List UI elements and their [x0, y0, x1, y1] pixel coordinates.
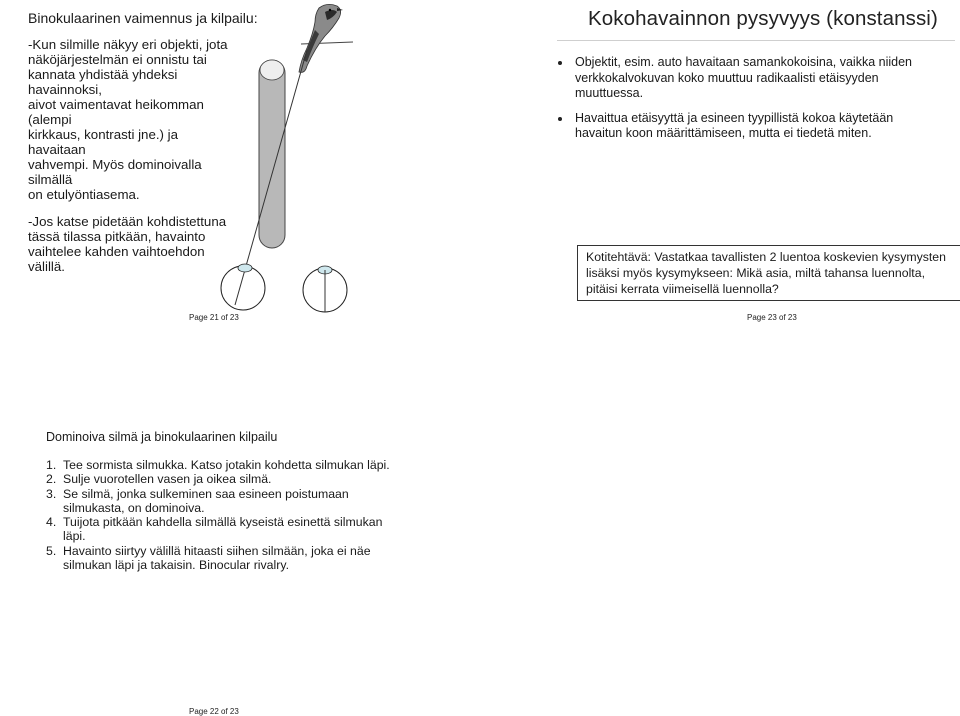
- title-divider: [557, 40, 955, 41]
- slide23-title: Kokohavainnon pysyvyys (konstanssi): [588, 7, 938, 30]
- slide21-body: [28, 37, 238, 286]
- slide21-title: Binokulaarinen vaimennus ja kilpailu:: [28, 10, 258, 26]
- list-item: 4. Tuijota pitkään kahdella silmällä kyseistä esinettä silmukan läpi.: [46, 515, 383, 544]
- bullet-icon: [558, 117, 562, 121]
- list-item: 2. Sulje vuorotellen vasen ja oikea silmä.: [46, 472, 272, 487]
- bullet-icon: [558, 61, 562, 65]
- bullet-item: Havaittua etäisyyttä ja esineen tyypillistä kokoa käytetään havaitun koon määrittämiseen, mutta ei tiedetä miten.: [555, 111, 940, 142]
- slide22-steps: [46, 458, 396, 572]
- slide23-bullets: [555, 55, 940, 151]
- homework-box: Kotitehtävä: Vastatkaa tavallisten 2 luentoa koskevien kysymysten lisäksi myös kysymykseen: Mikä asia, miltä tahansa luennolta, pitäisi kerrata viimeisellä luennolla?: [577, 245, 960, 301]
- bullet-item: Objektit, esim. auto havaitaan samankokoisina, vaikka niiden verkkokalvokuvan koko muuttuu radikaalisti etäisyyden muuttuessa.: [555, 55, 940, 102]
- slide21-para1: -Kun silmille näkyy eri objekti, jota näköjärjestelmän ei onnistu tai kannata yhdistää yhdeksi havainnoksi, aivot vaimentavat heikomman (alempi kirkkaus, kontrasti jne.) ja havaitaan vahvempi. Myös dominoivalla silmällä on etulyöntiasema.: [28, 37, 228, 202]
- page-label-21: Page 21 of 23: [189, 313, 239, 322]
- slide21-para2: -Jos katse pidetään kohdistettuna tässä tilassa pitkään, havainto vaihtelee kahden vaihtoehdon välillä.: [28, 214, 227, 274]
- eye-icon: [221, 264, 265, 310]
- bird-illustration: [299, 4, 353, 72]
- tube-illustration: [259, 60, 285, 248]
- slide22-title: Dominoiva silmä ja binokulaarinen kilpailu: [46, 430, 278, 444]
- list-item: 3. Se silmä, jonka sulkeminen saa esineen poistumaan silmukasta, on dominoiva.: [46, 486, 349, 515]
- page-label-23: Page 23 of 23: [747, 313, 797, 322]
- list-item: 5. Havainto siirtyy välillä hitaasti siihen silmään, joka ei näe silmukan läpi ja takaisin. Binocular rivalry.: [46, 543, 371, 573]
- page-label-22: Page 22 of 23: [189, 707, 239, 716]
- rivalry-diagram: [215, 0, 355, 320]
- list-item: 1. Tee sormista silmukka. Katso jotakin kohdetta silmukan läpi.: [46, 458, 390, 472]
